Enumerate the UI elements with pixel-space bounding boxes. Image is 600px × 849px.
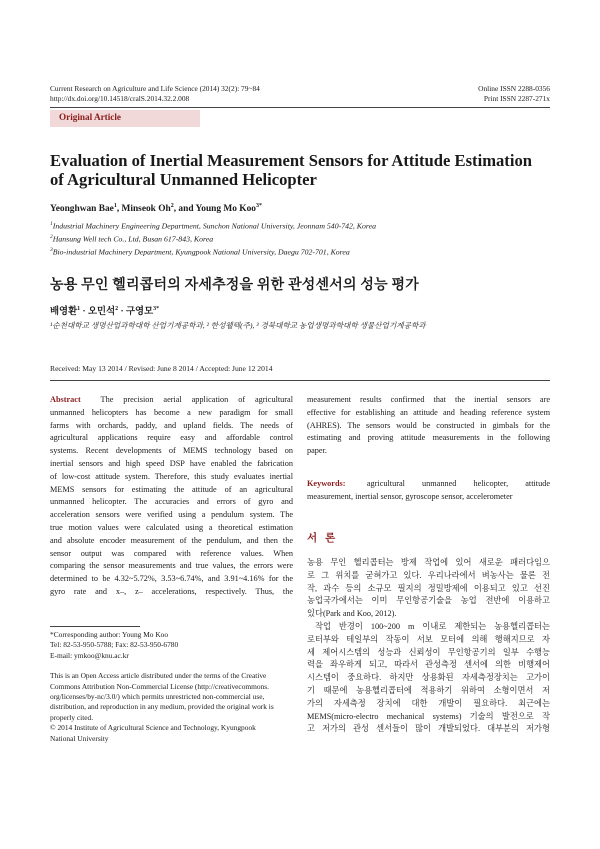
body-line: 세 제어시스템의 성능과 신뢰성이 무인항공기의 일부 수행능 xyxy=(307,647,550,657)
article-type-tag xyxy=(50,110,200,127)
body-line: 있다(Park and Koo, 2012). xyxy=(307,609,397,619)
header-rule xyxy=(50,107,550,108)
print-issn: Print ISSN 2287-271x xyxy=(483,94,550,103)
author-name: , and Young Mo Koo xyxy=(173,204,256,215)
abstract-label: Abstract xyxy=(50,395,81,404)
contact-phone: Tel: 82-53-950-5788; Fax: 82-53-950-6780 xyxy=(50,640,179,650)
abstract-continued xyxy=(307,394,550,458)
contact-email[interactable]: E-mail: ymkoo@knu.ac.kr xyxy=(50,650,129,660)
korean-author-list: 배영환$^1$ · 오민석$^2$ · 구영모$^{3*}$ xyxy=(50,305,160,317)
body-line: 력을 좌우하게 되고, 따라서 관성측정 센서에 의한 비행제어 xyxy=(307,660,550,670)
body-line: 고 저가의 관성 센서들이 많이 개발되었다. 대부분의 저가형 xyxy=(307,724,550,734)
author-sup: 2 xyxy=(170,203,174,209)
body-line: 농업국가에서는 이미 무인항공기술을 농업 전반에 이용하고 xyxy=(307,596,550,606)
footnote-rule xyxy=(50,626,140,627)
abstract xyxy=(50,394,293,599)
journal-line: Current Research on Agriculture and Life Science (2014) 32(2): 79~84 xyxy=(50,84,260,93)
body-line: 가의 자세측정 장치에 대한 개발이 필요하다. 최근에는 xyxy=(307,698,550,708)
abstract-line: MEMS sensors for estimating the attitude of an agricultural xyxy=(50,484,293,494)
keywords xyxy=(307,478,550,504)
journal-citation xyxy=(50,84,260,104)
body-line: 농용 무인 헬리콥터는 방제 작업에 있어 새로운 패러다임으 xyxy=(307,558,550,567)
korean-affiliations: ¹순천대학교 생명산업과학대학 산업기계공학과, ² 한성웰텍(주), ³ 경북대학교 농업생명과학대학 생물산업기계공학과 xyxy=(50,321,426,330)
online-issn: Online ISSN 2288-0356 xyxy=(478,84,550,93)
doi-link[interactable]: http://dx.doi.org/10.14518/cralS.2014.32.2.008 xyxy=(50,94,190,103)
abstract-line: inertial sensors and high speed DSP have enabled the fabrication xyxy=(50,458,293,468)
abstract-line: gyro rate and x–, z– accelerations, respectively. Thus, the xyxy=(50,586,293,596)
copyright-line: © 2014 Institute of Agricultural Science and Technology, Kyungpook xyxy=(50,723,256,733)
paper-title xyxy=(50,151,550,189)
body-line: MEMS(micro-electro mechanical systems) 기술의 발전으로 작 xyxy=(307,711,550,721)
article-type-label: Original Article xyxy=(59,112,122,122)
abstract-line: true motion values were calculated using a theoretical estimation xyxy=(50,522,293,532)
abstract-line: unmanned helicopters has become a new paradigm for small xyxy=(50,407,293,417)
abstract-line: estimating and proving attitude measurements in the following xyxy=(307,433,550,443)
author-name: Yeonghwan Bae xyxy=(50,204,114,215)
footnotes xyxy=(50,630,293,744)
keywords-line: measurement, inertial sensor, gyroscope sensor, accelerometer xyxy=(307,491,513,501)
korean-intro-body xyxy=(307,556,550,735)
license-line: Commons Attribution Non-Commercial License (http://creativecommons. xyxy=(50,681,270,691)
body-line: 기 때문에 농용헬리콥터에 적용하기 위하여 소형이면서 저 xyxy=(307,685,550,695)
affiliation-1: $^1$Industrial Machinery Engineering Department, Sunchon National University, Jeonnam 540-742, Korea xyxy=(50,221,376,231)
author-sup: 3* xyxy=(255,203,262,209)
abstract-line: acceleration sensors were verified using a pendulum system. The xyxy=(50,510,293,520)
body-line: 로터부와 테일부의 작동이 서보 모터에 의해 행해지므로 자 xyxy=(307,634,550,644)
affiliation-3: $^3$Bio-industrial Machinery Department, Kyungpook National University, Daegu 702-701, Korea xyxy=(50,247,350,257)
abstract-line: agricultural applications require easy and affordable control xyxy=(50,433,293,443)
author-list xyxy=(50,203,262,214)
abstract-line: systems. Recent developments of MEMS technology based on xyxy=(50,446,293,456)
abstract-line: farms with orchards, paddy, and upland fields. The needs of xyxy=(50,420,293,430)
body-line: 작, 과수 등의 소규모 필지의 정밀방제에 이용되고 있고 선진 xyxy=(307,583,550,593)
abstract-line: sensor output was compared with reference values. When xyxy=(50,548,293,558)
abstract-line: measurement results confirmed that the inertial sensors are xyxy=(307,395,550,404)
affiliation-2: $^2$Hansung Well tech Co., Ltd, Busan 617-843, Korea xyxy=(50,234,214,244)
affiliations xyxy=(50,219,550,259)
abstract-line: determined to be 4.32~5.72%, 3.53~6.74%, and 3.91~4.16% for the xyxy=(50,574,293,584)
license-line: properly cited. xyxy=(50,712,94,722)
section-heading: 서론 xyxy=(307,533,344,544)
abstract-line: unmanned helicopter. The accuracies and errors of gyro and xyxy=(50,497,293,507)
abstract-line: and absolute encoder measurement of the pendulum, and then the xyxy=(50,535,293,545)
body-line: 로 그 위치를 굳혀가고 있다. 우리나라에서 벼농사는 물론 전 xyxy=(307,570,550,580)
author-sup: 1 xyxy=(113,203,117,209)
license-line: org/licenses/by-nc/3.0/) which permits unrestricted non-commercial use, xyxy=(50,692,265,702)
received-dates: Received: May 13 2014 / Revised: June 8 2014 / Accepted: June 12 2014 xyxy=(50,364,273,373)
license-line: distribution, and reproduction in any medium, provided the original work is xyxy=(50,702,274,712)
abstract-line: of low-cost attitude system. Therefore, this study evaluates inertial xyxy=(50,471,293,481)
license-line: This is an Open Access article distributed under the terms of the Creative xyxy=(50,671,267,681)
title-line-2: of Agricultural Unmanned Helicopter xyxy=(50,170,317,189)
abstract-line: (AHRES). The sensors would be constructed in gimbals for the xyxy=(307,420,550,430)
abstract-line: Abstract The precision aerial application of agricultural xyxy=(50,395,294,404)
abstract-line: comparing the sensor measurements and true values, the errors were xyxy=(50,561,293,571)
body-line: 시스템이 중요하다. 하지만 상용화된 자세측정장치는 고가이 xyxy=(307,673,550,683)
issn-block xyxy=(478,84,550,104)
korean-title: 농용 무인 헬리콥터의 자세추정을 위한 관성센서의 성능 평가 xyxy=(50,278,419,293)
keywords-label: Keywords: xyxy=(307,479,346,488)
abstract-line: effective for establishing an attitude and heading reference system xyxy=(307,407,550,417)
abstract-line: paper. xyxy=(307,446,327,456)
copyright-line: National University xyxy=(50,733,109,743)
keywords-line: Keywords: agricultural unmanned helicopter, attitude xyxy=(307,479,550,488)
title-line-1: Evaluation of Inertial Measurement Sensors for Attitude Estimation xyxy=(50,151,532,170)
body-line: 작업 반경이 100~200 m 이내로 제한되는 농용헬리콥터는 xyxy=(315,621,550,631)
corresponding-author: *Corresponding author: Young Mo Koo xyxy=(50,630,169,639)
received-rule xyxy=(50,380,550,381)
author-name: , Minseok Oh xyxy=(116,204,171,215)
